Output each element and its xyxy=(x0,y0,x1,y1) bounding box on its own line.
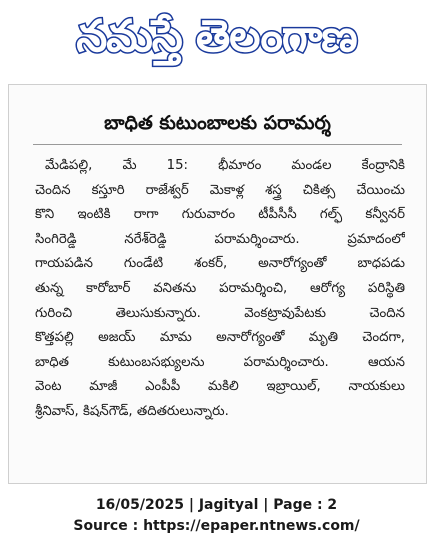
article-line: కొని ఇంటికి రాగా గురువారం టీపీసీసీ గల్ఫ్ కన్వీనర్ xyxy=(35,207,405,223)
article-line: వెంట మాజీ ఎంపీపీ మకిలి ఇబ్రాయిల్, నాయకులు xyxy=(35,379,405,395)
newspaper-masthead xyxy=(8,6,425,68)
edition-info: 16/05/2025 | Jagityal | Page : 2 xyxy=(95,497,338,513)
article-line: శ్రీనివాస్, కిషన్‌గౌడ్, తదితరులున్నారు. xyxy=(35,403,229,419)
article-line: సింగిరెడ్డి నరేశ్‌రెడ్డి పరామర్శించారు. ప్రమాదంలో xyxy=(35,231,405,247)
article-body xyxy=(35,154,405,425)
article-headline: బాధిత కుటుంబాలకు పరామర్శ xyxy=(104,112,331,134)
article-line: చెందిన కస్తూరి రాజేశ్వర్ మెకాళ్ల శస్త్ర చికిత్స చేయించు xyxy=(35,182,405,198)
article-line: గాయపడిన గుండేటి శంకర్, అనారోగ్యంతో బాధపడు xyxy=(35,256,405,272)
article-line: మేడిపల్లి, మే 15: భీమారం మండల కేంద్రానికి xyxy=(45,158,405,173)
headline-divider xyxy=(33,144,402,145)
masthead-title: నమస్తే తెలంగాణ xyxy=(76,11,357,62)
article-line: తున్న కారోబార్ వనితను పరామర్శించి, ఆరోగ్య పరిస్థితి xyxy=(35,280,405,296)
article-line: గురించి తెలుసుకున్నారు. వెంకట్రావుపేటకు చెందిన xyxy=(35,305,405,321)
news-clipping xyxy=(8,84,427,484)
article-line: కొత్తపల్లి అజయ్ మామ అనారోగ్యంతో మృతి చెందగా, xyxy=(35,330,405,346)
source-url: Source : https://epaper.ntnews.com/ xyxy=(73,518,360,534)
article-line: బాధిత కుటుంబసభ్యులను పరామర్శించారు. ఆయన xyxy=(35,354,405,370)
